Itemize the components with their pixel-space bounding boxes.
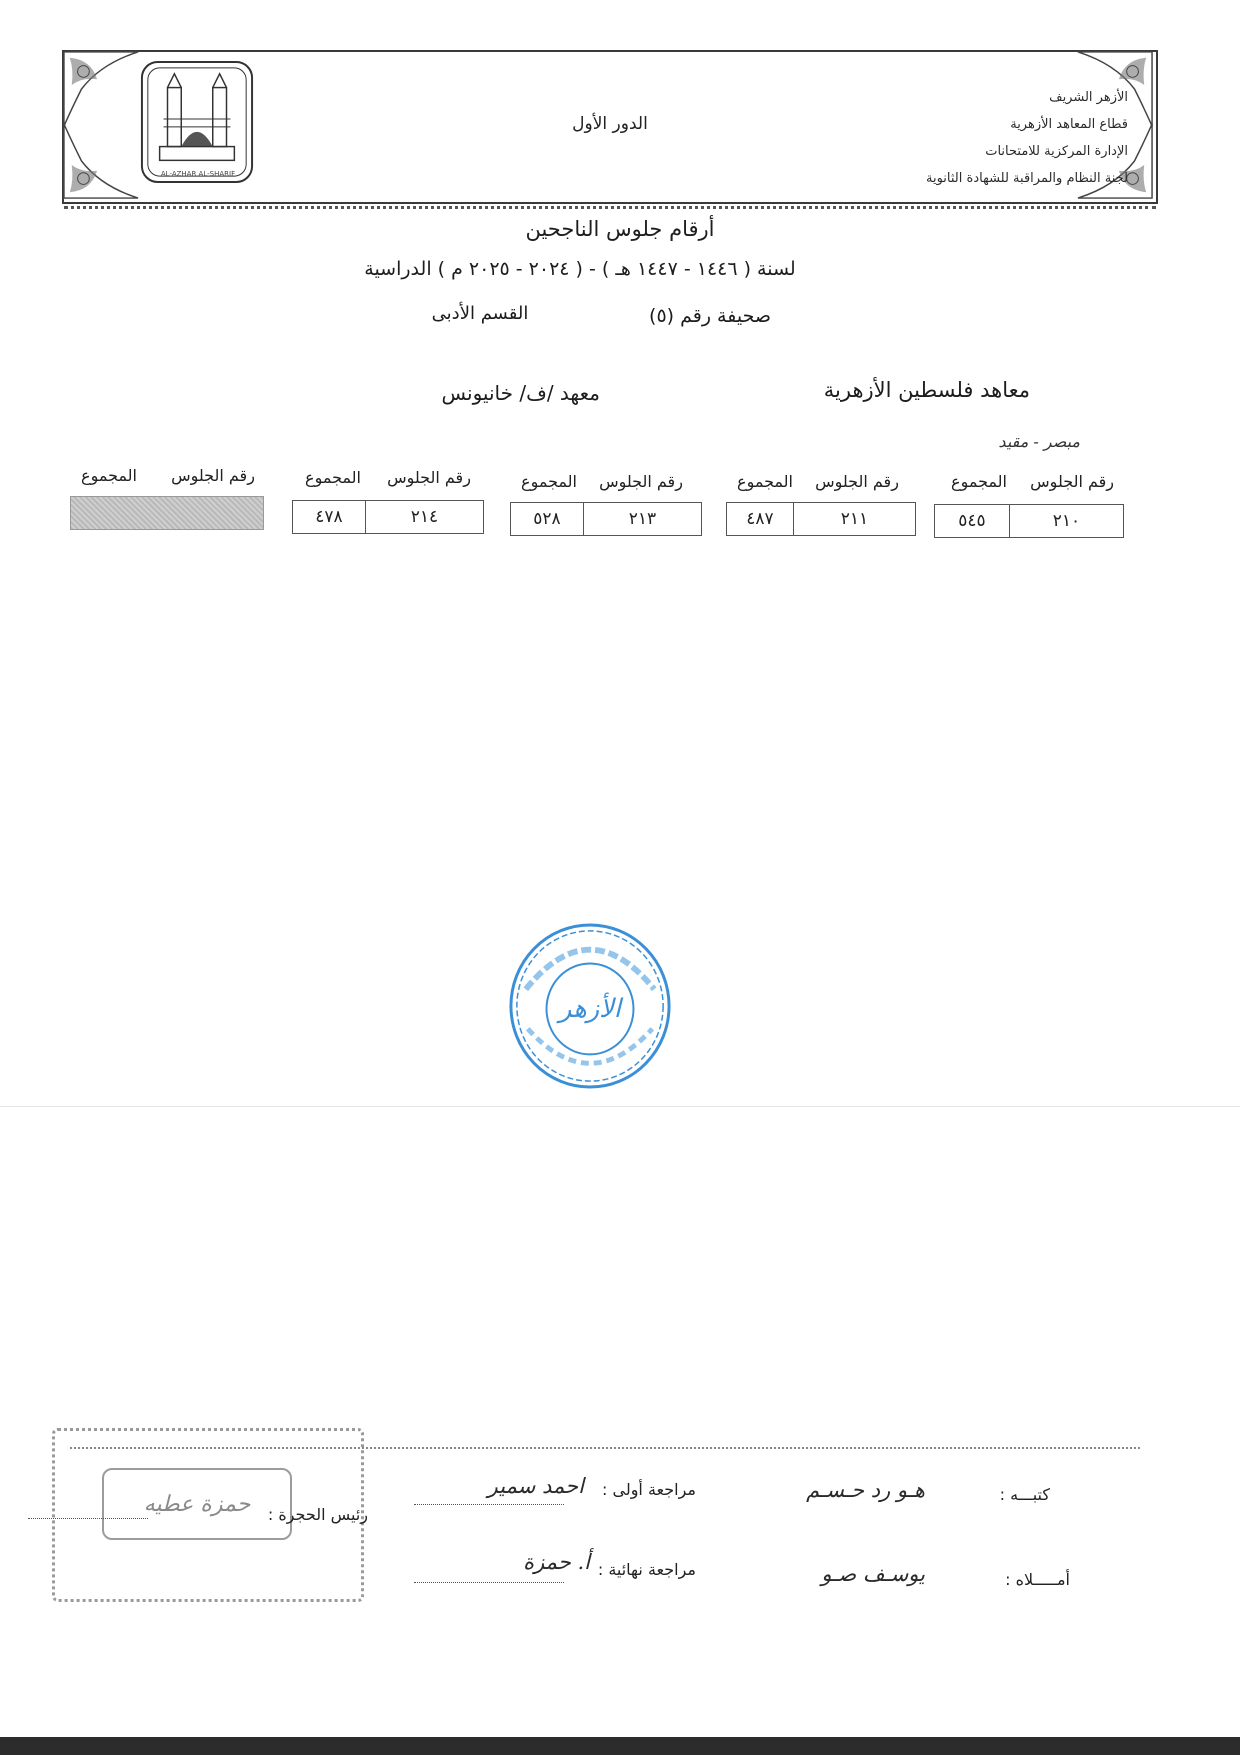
total-header: المجموع xyxy=(521,472,577,491)
seat-header: رقم الجلوس xyxy=(387,468,471,487)
final-review-signature: أ. حمزة xyxy=(523,1550,590,1574)
logo-caption: AL-AZHAR AL-SHARIF xyxy=(160,170,236,178)
ornament-corner-icon xyxy=(62,122,140,200)
institutes-name: معاهد فلسطين الأزهرية xyxy=(823,378,1030,402)
seat-header: رقم الجلوس xyxy=(171,466,255,485)
header-org-lines xyxy=(828,84,1128,192)
room-head-label: رئيس الحجرة : xyxy=(267,1505,368,1524)
first-review-label: مراجعة أولى : xyxy=(602,1480,696,1499)
dotted-rule xyxy=(414,1582,564,1583)
academic-year: لسنة ( ١٤٤٦ - ١٤٤٧ هـ ) - ( ٢٠٢٤ - ٢٠٢٥ م ) الدراسية xyxy=(364,258,796,280)
seat-number: ٢١٠ xyxy=(1052,511,1081,531)
written-by-label: كتبـــه : xyxy=(999,1485,1050,1504)
ornament-corner-icon xyxy=(62,50,140,128)
signature-divider xyxy=(70,1447,1140,1449)
dotted-rule xyxy=(414,1504,564,1505)
azhar-logo xyxy=(138,58,256,186)
seat-header: رقم الجلوس xyxy=(815,472,899,491)
total-header: المجموع xyxy=(951,472,1007,491)
table-row xyxy=(934,504,1124,538)
total-score: ٥٢٨ xyxy=(511,503,584,535)
scan-bottom-edge xyxy=(0,1737,1240,1755)
seal-text: الأزهر xyxy=(559,993,621,1024)
first-review-signature: احمد سمير xyxy=(487,1474,584,1498)
seat-header: رقم الجلوس xyxy=(599,472,683,491)
written-by-signature: هـو رد حـسـم xyxy=(806,1478,925,1502)
handwritten-note: مبصر - مقيد xyxy=(998,432,1080,451)
room-head-stamp: حمزة عطيه xyxy=(102,1468,292,1540)
org-line: قطاع المعاهد الأزهرية xyxy=(1010,117,1128,132)
total-score: ٤٨٧ xyxy=(727,503,794,535)
total-score: ٤٧٨ xyxy=(293,501,366,533)
empty-shaded-cell xyxy=(70,496,264,530)
sheet-number: صحيفة رقم (٥) xyxy=(649,305,771,327)
seat-header: رقم الجلوس xyxy=(1030,472,1114,491)
org-line: لجنة النظام والمراقبة للشهادة الثانوية xyxy=(926,171,1128,186)
total-header: المجموع xyxy=(305,468,361,487)
table-row xyxy=(726,502,916,536)
division: القسم الأدبى xyxy=(431,303,529,324)
org-line: الأزهر الشريف xyxy=(1049,90,1128,105)
seat-number: ٢١٤ xyxy=(410,507,439,527)
total-header: المجموع xyxy=(81,466,137,485)
official-seal xyxy=(506,920,674,1092)
dotted-rule xyxy=(28,1518,148,1519)
table-row xyxy=(510,502,702,536)
total-score: ٥٤٥ xyxy=(935,505,1010,537)
dictated-by-label: أمـــــلاه : xyxy=(1005,1570,1070,1589)
final-review-label: مراجعة نهائية : xyxy=(597,1560,696,1579)
table-row xyxy=(292,500,484,534)
school-name: معهد /ف/ خانيونس xyxy=(441,381,600,405)
fold-line xyxy=(0,1106,1240,1107)
seat-number: ٢١٣ xyxy=(628,509,657,529)
org-line: الإدارة المركزية للامتحانات xyxy=(985,144,1128,159)
seat-number: ٢١١ xyxy=(840,509,869,529)
exam-round: الدور الأول xyxy=(572,114,648,134)
dictated-by-signature: يوسـف صـو xyxy=(821,1562,925,1586)
total-header: المجموع xyxy=(737,472,793,491)
page-title: أرقام جلوس الناجحين xyxy=(525,217,715,241)
